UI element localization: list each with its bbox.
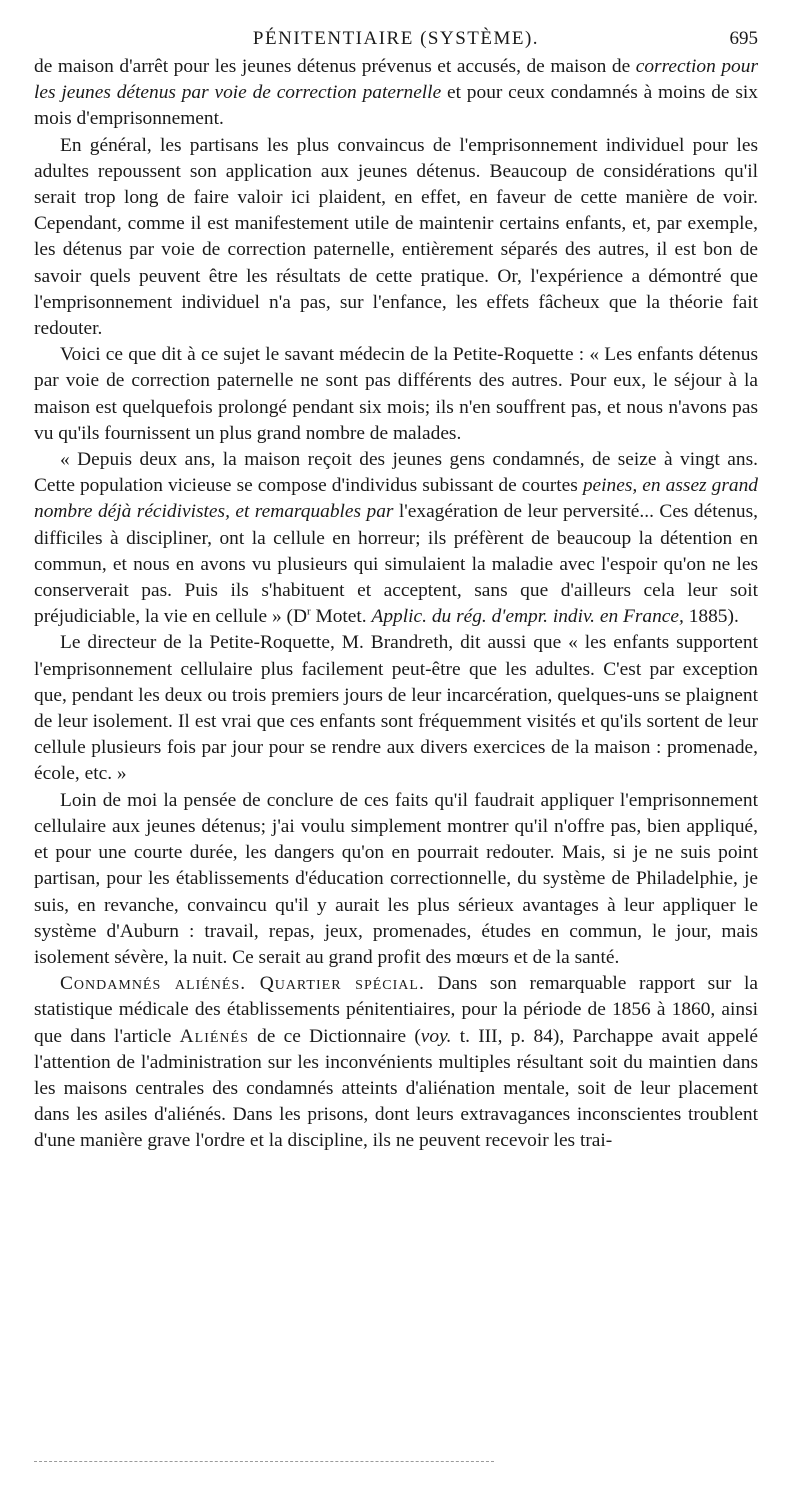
paragraph-7-text-b: de ce Dictionnaire ( (248, 1025, 421, 1047)
footer-rule (34, 1461, 494, 1468)
body-text (34, 54, 758, 1155)
paragraph-4-text-d: 1885). (683, 606, 739, 628)
paragraph-5: Le directeur de la Petite-Roquette, M. Brandreth, dit aussi que « les enfants supportent l'emprisonnement cellulaire plus facilement peut-être que les adultes. C'est par exception que, pendant les deux ou trois premiers jours de leur incarcération, quelques-uns se plaignent de leur isolement. Il est vrai que ces enfants sont fréquemment visités et qu'ils sortent de leur cellule plusieurs fois par jour pour se rendre aux divers exercices de la maison : promenade, école, etc. » (34, 632, 758, 785)
page-number: 695 (729, 28, 758, 49)
paragraph-7-italic: voy. (420, 1025, 452, 1047)
paragraph-4-text-a: « Depuis deux ans, la maison reçoit des jeunes gens condamnés, de seize à vingt ans. Cette population vicieuse se compose d'individus subissant de courtes (34, 449, 758, 497)
paragraph-1-text-b: et pour ceux condamnés à moins de six mois d'emprisonnement. (34, 82, 758, 130)
paragraph-7-text-c: t. III, p. 84), Parchappe avait appelé l'attention de l'administration sur les inconvénients multiples résultant soit du maintien dans les maisons centrales des condamnés atteints d'aliénation mentale, soit de leur placement dans les asiles d'aliénés. Dans les prisons, dont leurs extravagances inconscientes troublent d'une manière grave l'ordre et la discipline, ils ne peuvent recevoir les trai- (34, 1025, 758, 1152)
paragraph-6: Loin de moi la pensée de conclure de ces faits qu'il faudrait appliquer l'emprisonnement cellulaire aux jeunes détenus; j'ai voulu simplement montrer qu'il n'offre pas, bien appliqué, et pour une courte durée, les dangers qu'on en pourrait redouter. Mais, si je ne suis point partisan, pour les établissements d'éducation correctionnelle, du système de Philadelphie, je suis, en revanche, convaincu qu'il y aurait les plus sérieux avantages à leur appliquer le système d'Auburn : travail, repas, jeux, promenades, études en commun, le jour, mais isolement sévère, la nuit. Ce serait au grand profit des mœurs et de la santé. (34, 789, 758, 968)
paragraph-4-text-b: l'exagération de leur perversité... Ces détenus, difficiles à discipliner, ont la cellule en horreur; ils préfèrent de beaucoup la détention en commun, et nous en avons vu plusieurs qui simulaient la maladie avec l'espoir qu'on ne les conserverait pas. Puis ils s'habituent et acceptent, sans que d'ailleurs cela leur soit préjudiciable, la vie en cellule » (D (34, 501, 758, 628)
paragraph-1 (34, 54, 758, 133)
paragraph-7 (34, 971, 758, 1154)
paragraph-4-text-c: Motet. (310, 606, 372, 628)
paragraph-4-italic-a: peines, en assez grand nombre déjà récidivistes, et remarquables par (34, 475, 758, 523)
page-header-title: PÉNITENTIAIRE (SYSTÈME). (252, 28, 540, 49)
paragraph-2: En général, les partisans les plus convaincus de l'emprisonnement individuel pour les adultes repoussent son application aux jeunes détenus. Beaucoup de considérations qu'il serait trop long de faire valoir ici plaident, en effet, en faveur de cette manière de voir. Cependant, comme il est manifestement utile de maintenir certains enfants, et, par exemple, les détenus par voie de correction paternelle, entièrement séparés des autres, il est bon de savoir quels peuvent être les résultats de cette pratique. Or, l'expérience a démontré que l'emprisonnement individuel n'a pas, sur l'enfance, les effets fâcheux que la théorie fait redouter. (34, 134, 758, 340)
paragraph-1-italic: correction pour les jeunes détenus par voie de correction paternelle (34, 56, 758, 104)
paragraph-4 (34, 447, 758, 630)
paragraph-4-citation: Applic. du rég. d'empr. indiv. en France, (371, 606, 684, 628)
paragraph-7-text-a: Dans son remarquable rapport sur la statistique médicale des établissements pénitentiaires, pour la période de 1856 à 1860, ainsi que dans l'article (34, 973, 758, 1047)
running-head (34, 28, 758, 54)
section-heading: Condamnés aliénés. Quartier spécial. (60, 973, 425, 995)
paragraph-3: Voici ce que dit à ce sujet le savant médecin de la Petite-Roquette : « Les enfants détenus par voie de correction paternelle ne sont pas différents des autres. Pour eux, le séjour à la maison est quelquefois prolongé pendant six mois; ils n'en souffrent pas, et nous n'avons pas vu qu'ils fournissent un plus grand nombre de malades. (34, 344, 758, 444)
page (34, 28, 758, 1155)
paragraph-4-superscript: r (306, 605, 311, 618)
paragraph-7-smallcaps: Aliénés (179, 1025, 249, 1047)
paragraph-1-text-a: de maison d'arrêt pour les jeunes détenus prévenus et accusés, de maison de (34, 56, 636, 77)
